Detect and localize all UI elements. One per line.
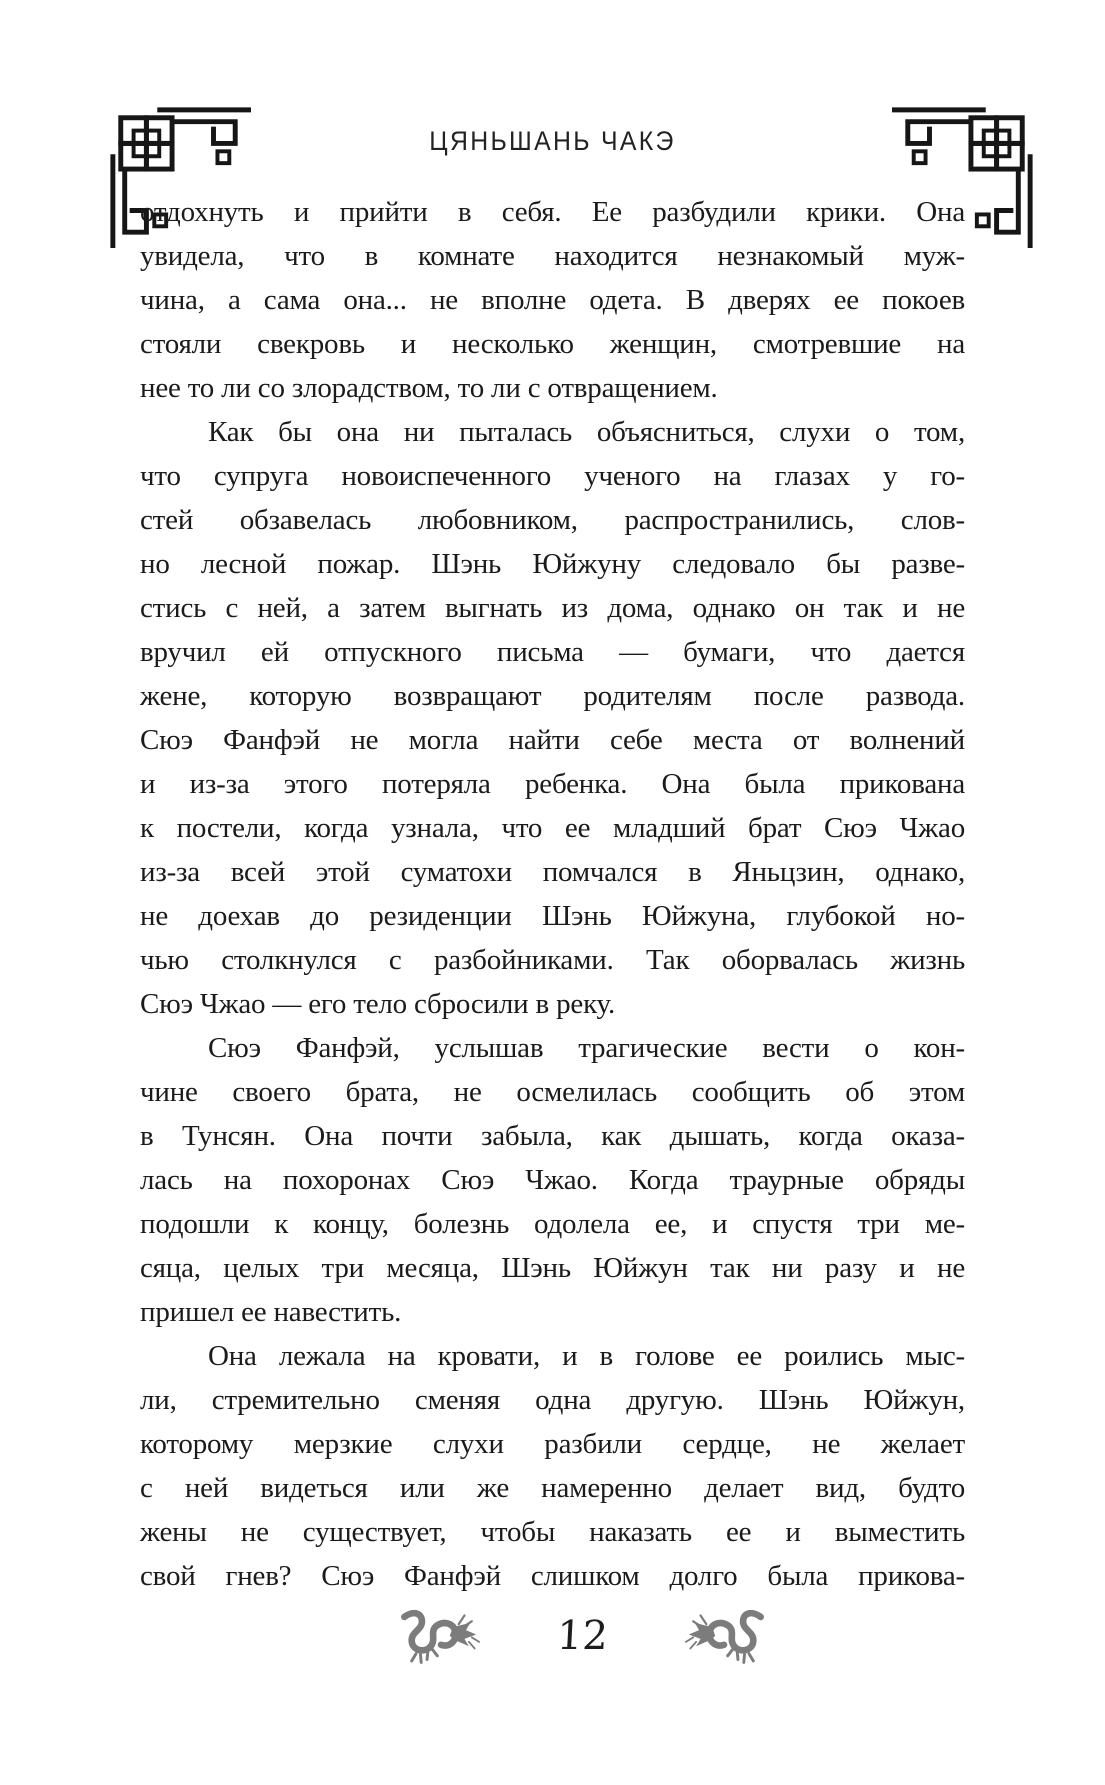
text-line: свой гнев? Сюэ Фанфэй слишком долго была прикова- [140, 1560, 965, 1592]
text-line: жене, которую возвращают родителям после развода. [140, 680, 965, 712]
text-line: Она лежала на кровати, и в голове ее роились мыс- [208, 1340, 965, 1372]
text-line: чью столкнулся с разбойниками. Так оборвалась жизнь [140, 944, 965, 976]
text-line: лась на похоронах Сюэ Чжао. Когда траурные обряды [140, 1164, 965, 1196]
text-line: стей обзавелась любовником, распространились, слов- [140, 504, 965, 536]
running-head-title: ЦЯНЬШАНЬ ЧАКЭ [429, 126, 676, 156]
text-line: которому мерзкие слухи разбили сердце, не желает [140, 1428, 965, 1460]
text-line: с ней видеться или же намеренно делает вид, будто [140, 1472, 965, 1504]
text-line: к постели, когда узнала, что ее младший брат Сюэ Чжао [140, 812, 965, 844]
page-number: 12 [555, 1613, 610, 1659]
text-line: сяца, целых три месяца, Шэнь Юйжун так ни разу и не [140, 1252, 965, 1284]
dragon-right-icon [680, 1600, 768, 1672]
text-line: чине своего брата, не осмелилась сообщить об этом [140, 1076, 965, 1108]
text-line: не доехав до резиденции Шэнь Юйжуна, глубокой но- [140, 900, 965, 932]
text-line: вручил ей отпускного письма — бумаги, что дается [140, 636, 965, 668]
text-line: в Тунсян. Она почти забыла, как дышать, когда оказа- [140, 1120, 965, 1152]
text-line: и из-за этого потеряла ребенка. Она была прикована [140, 768, 965, 800]
text-line: стись с ней, а затем выгнать из дома, однако он так и не [140, 592, 965, 624]
text-line: что супруга новоиспеченного ученого на глазах у го- [140, 460, 965, 492]
text-line: Как бы она ни пыталась объясниться, слухи о том, [208, 416, 965, 448]
text-line: ли, стремительно сменяя одна другую. Шэнь Юйжун, [140, 1384, 965, 1416]
text-line: отдохнуть и прийти в себя. Ее разбудили крики. Она [140, 196, 965, 228]
text-line: из-за всей этой суматохи помчался в Яньцзин, однако, [140, 856, 965, 888]
text-line: чина, а сама она... не вполне одета. В дверях ее покоев [140, 284, 965, 316]
text-line: Сюэ Чжао — его тело сбросили в реку. [140, 988, 615, 1020]
dragon-left-icon [397, 1600, 485, 1672]
text-line: подошли к концу, болезнь одолела ее, и спустя три ме- [140, 1208, 965, 1240]
text-line: нее то ли со злорадством, то ли с отвращением. [140, 372, 718, 404]
text-line: но лесной пожар. Шэнь Юйжуну следовало бы разве- [140, 548, 965, 580]
text-line: жены не существует, чтобы наказать ее и выместить [140, 1516, 965, 1548]
text-line: стояли свекровь и несколько женщин, смотревшие на [140, 328, 965, 360]
page-footer [30, 1600, 1105, 1672]
text-line: пришел ее навестить. [140, 1296, 402, 1328]
body-text [140, 190, 965, 1598]
text-line: Сюэ Фанфэй, услышав трагические вести о кон- [208, 1032, 965, 1064]
text-line: Сюэ Фанфэй не могла найти себе места от волнений [140, 724, 965, 756]
text-line: увидела, что в комнате находится незнакомый муж- [140, 240, 965, 272]
